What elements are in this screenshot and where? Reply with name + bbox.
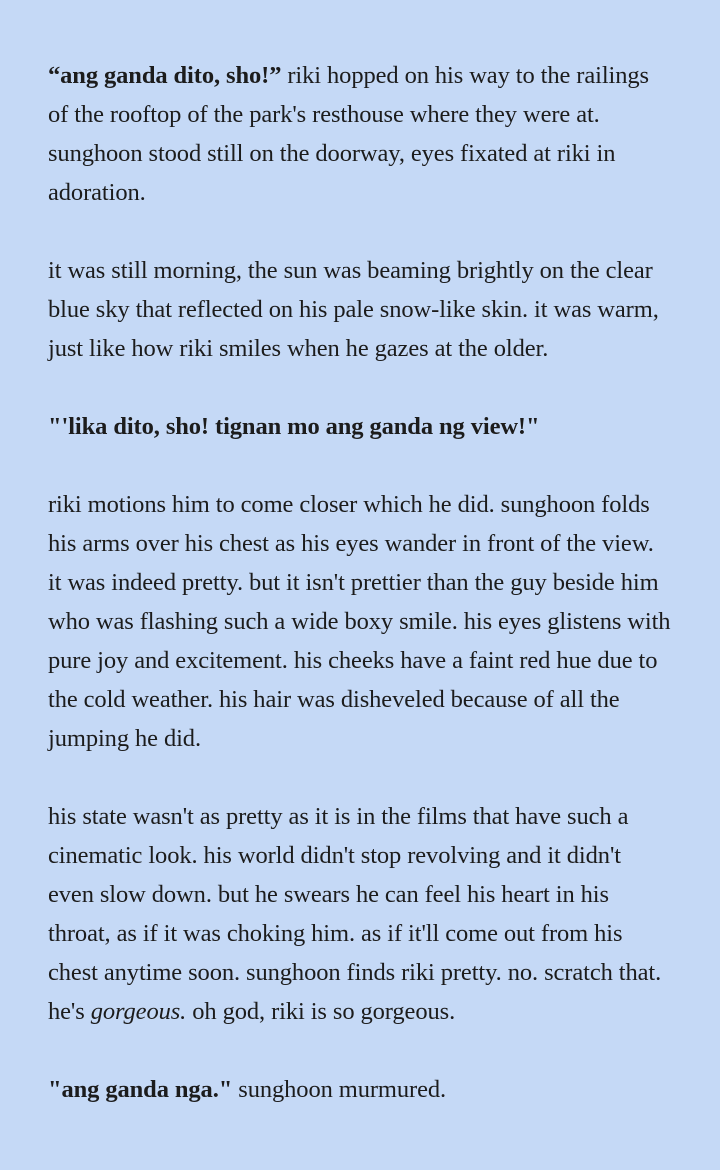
narration-text: sunghoon murmured.: [232, 1076, 447, 1103]
paragraph-3: [48, 407, 672, 446]
paragraph-6: [48, 1070, 672, 1109]
emphasis-text: gorgeous.: [90, 998, 187, 1025]
dialogue-line: "ang ganda nga.": [48, 1076, 233, 1103]
narration-text: it was still morning, the sun was beaming brightly on the clear blue sky that reflected on his pale snow-like skin. it was warm, just like how riki smiles when he gazes at the older.: [48, 257, 659, 362]
paragraph-2: [48, 251, 672, 368]
dialogue-line: “ang ganda dito, sho!”: [48, 62, 282, 89]
narration-text: riki hopped on his way to the railings of the rooftop of the park's resthouse where they were at. sunghoon stood still on the doorway, eyes fixated at riki in adoration.: [48, 62, 649, 206]
dialogue-line: "'lika dito, sho! tignan mo ang ganda ng view!": [48, 413, 540, 440]
narration-text: his state wasn't as pretty as it is in the films that have such a cinematic look. his world didn't stop revolving and it didn't even slow down. but he swears he can feel his heart in his throat, as if it was choking him. as if it'll come out from his chest anytime soon. sunghoon finds riki pretty. no. scratch that. he's: [48, 803, 662, 1025]
paragraph-1: [48, 56, 672, 212]
narration-text: riki motions him to come closer which he did. sunghoon folds his arms over his chest as his eyes wander in front of the view. it was indeed pretty. but it isn't prettier than the guy beside him who was flashing such a wide boxy smile. his eyes glistens with pure joy and excitement. his cheeks have a faint red hue due to the cold weather. his hair was disheveled because of all the jumping he did.: [48, 491, 671, 752]
paragraph-5: [48, 797, 672, 1031]
paragraph-4: [48, 485, 672, 758]
narration-text: oh god, riki is so gorgeous.: [186, 998, 456, 1025]
